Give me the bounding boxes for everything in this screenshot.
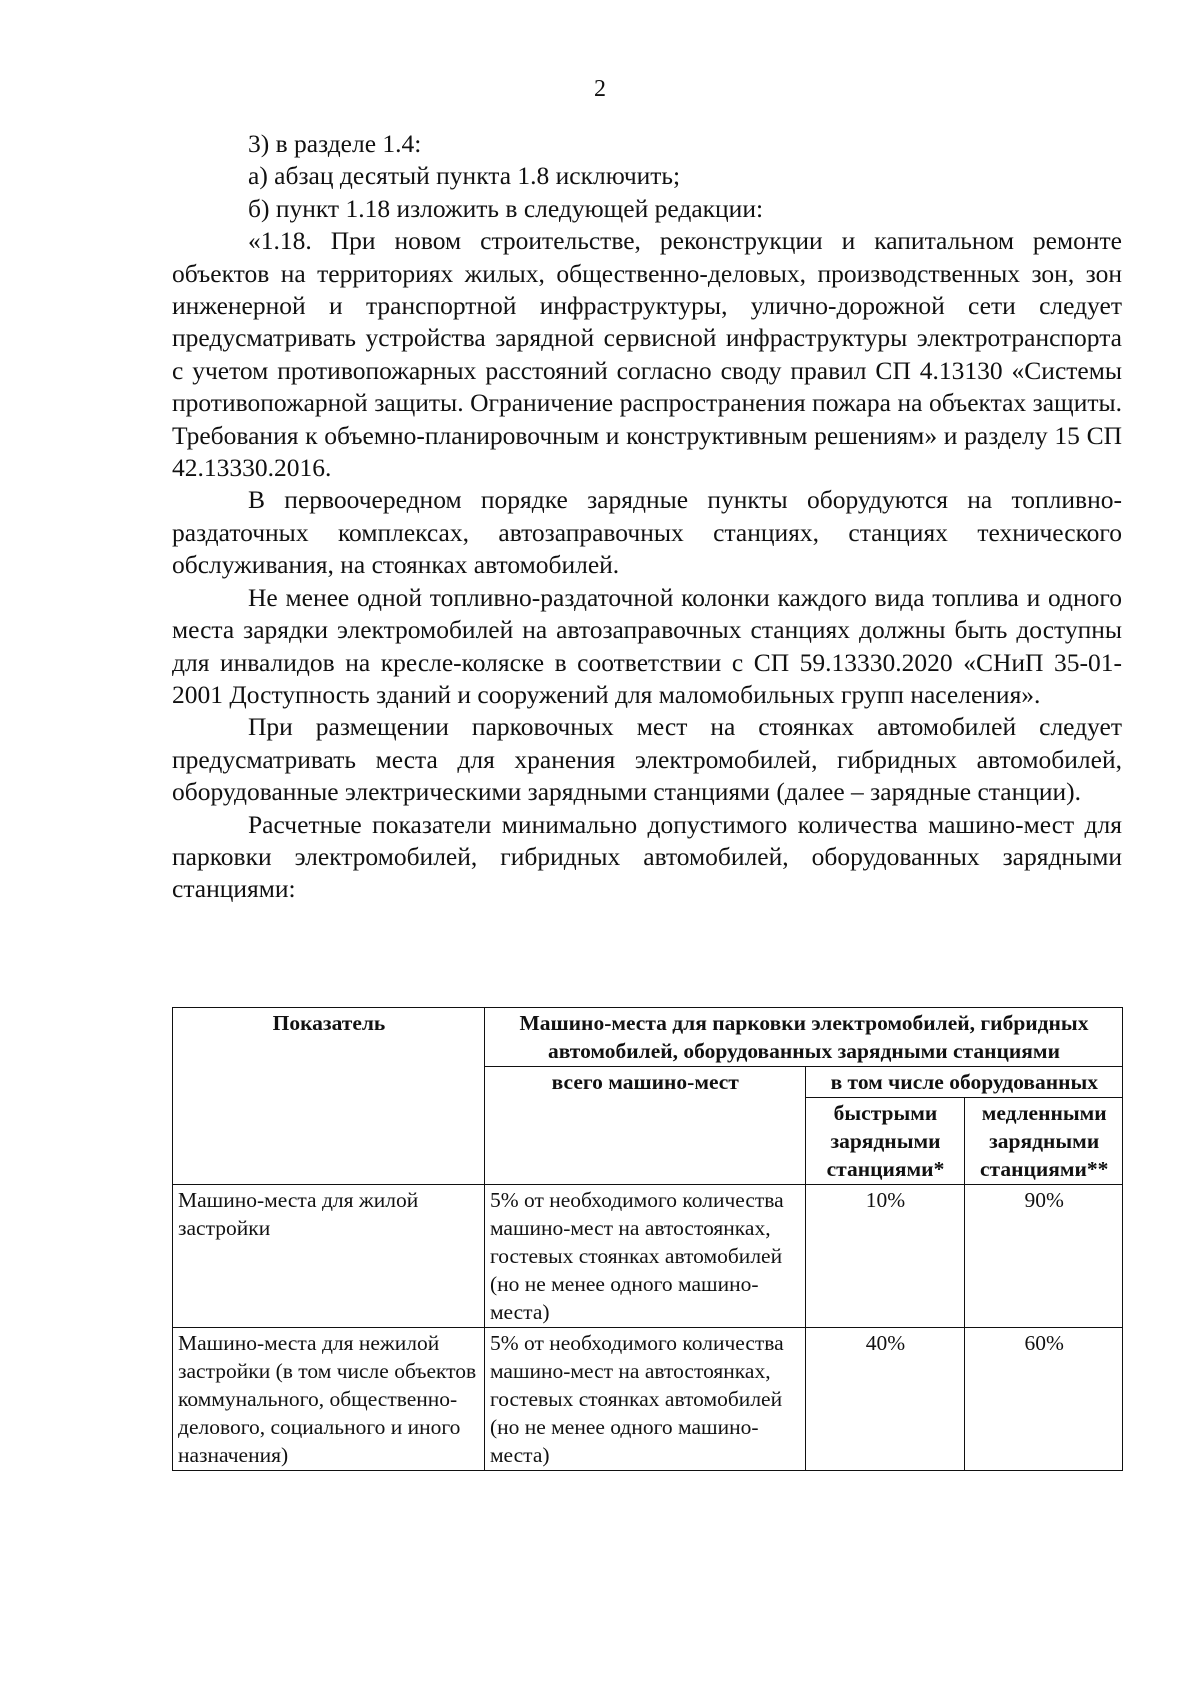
table-row xyxy=(173,1185,1123,1328)
parking-norms-table xyxy=(172,1007,1123,1471)
header-indicator: Показатель xyxy=(173,1008,485,1185)
row-total: 5% от необходимого количества машино-мест на автостоянках, гостевых стоянках автомобилей (но не менее одного машино-места) xyxy=(484,1328,805,1471)
row-indicator: Машино-места для нежилой застройки (в том числе объектов коммунального, общественно-делового, социального и иного назначения) xyxy=(173,1328,485,1471)
paragraph-priority-charging: В первоочередном порядке зарядные пункты оборудуются на топливно-раздаточных комплексах, автозаправочных станциях, станциях технического обслуживания, на стоянках автомобилей. xyxy=(172,485,1122,580)
paragraph-item-a: а) абзац десятый пункта 1.8 исключить; xyxy=(248,161,681,191)
row-indicator: Машино-места для жилой застройки xyxy=(173,1185,485,1328)
header-fast: быстрыми зарядными станциями* xyxy=(805,1098,965,1185)
paragraph-clause-1-18: «1.18. При новом строительстве, реконструкции и капитальном ремонте объектов на территориях жилых, общественно-деловых, производственных зон, зон инженерной и транспортной инфраструктуры, улично-дорожной сети следует предусматривать устройства зарядной сервисной инфраструктуры электротранспорта с учетом противопожарных расстояний согласно своду правил СП 4.13130 «Системы противопожарной защиты. Ограничение распространения пожара на объектах защиты. Требования к объемно-планировочным и конструктивным решениям» и разделу 15 СП 42.13330.2016. xyxy=(172,226,1122,483)
body-text xyxy=(172,128,1122,906)
row-slow: 90% xyxy=(965,1185,1123,1328)
header-slow: медленными зарядными станциями** xyxy=(965,1098,1123,1185)
paragraph-accessibility: Не менее одной топливно-раздаточной колонки каждого вида топлива и одного места зарядки электромобилей на автозаправочных станциях должны быть доступны для инвалидов на кресле-коляске в соответствии с СП 59.13330.2020 «СНиП 35-01-2001 Доступность зданий и сооружений для маломобильных групп населения». xyxy=(172,582,1122,709)
row-slow: 60% xyxy=(965,1328,1123,1471)
paragraph-table-intro: Расчетные показатели минимально допустимого количества машино-мест для парковки электромобилей, гибридных автомобилей, оборудованных зарядными станциями: xyxy=(172,809,1122,904)
row-total: 5% от необходимого количества машино-мест на автостоянках, гостевых стоянках автомобилей (но не менее одного машино-места) xyxy=(484,1185,805,1328)
row-fast: 10% xyxy=(805,1185,965,1328)
row-fast: 40% xyxy=(805,1328,965,1471)
header-including: в том числе оборудованных xyxy=(805,1067,1122,1098)
paragraph-item-b: б) пункт 1.18 изложить в следующей редакции: xyxy=(248,193,764,223)
paragraph-parking-places: При размещении парковочных мест на стоянках автомобилей следует предусматривать места для хранения электромобилей, гибридных автомобилей, оборудованные электрическими зарядными станциями (далее – зарядные станции). xyxy=(172,712,1122,807)
page-number: 2 xyxy=(594,76,606,102)
paragraph-section-heading: 3) в разделе 1.4: xyxy=(248,129,422,158)
table-row xyxy=(173,1328,1123,1471)
header-total: всего машино-мест xyxy=(484,1067,805,1185)
table-header-row xyxy=(173,1008,1123,1067)
header-group: Машино-места для парковки электромобилей, гибридных автомобилей, оборудованных зарядными станциями xyxy=(484,1008,1122,1067)
